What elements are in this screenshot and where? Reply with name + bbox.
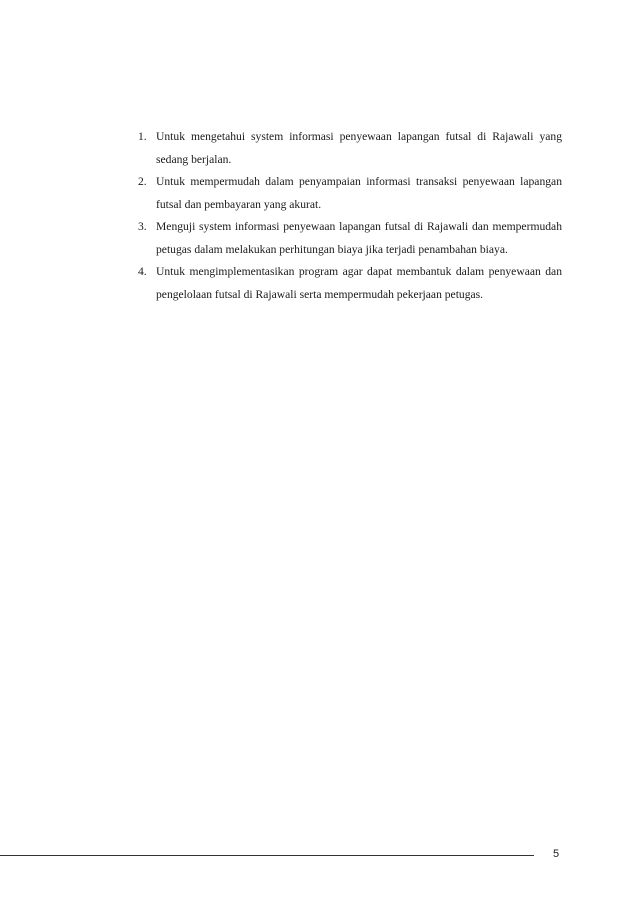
list-item — [138, 126, 562, 171]
list-item-number: 1. — [138, 130, 147, 143]
list-item — [138, 216, 562, 261]
list-item-text: Untuk mempermudah dalam penyampaian informasi transaksi penyewaan lapangan futsal dan pembayaran yang akurat. — [156, 175, 562, 211]
page-number: 5 — [553, 848, 560, 860]
footer-divider — [0, 855, 534, 856]
list-item-number: 3. — [138, 220, 147, 233]
list-item-number: 2. — [138, 175, 147, 188]
list-item-text: Untuk mengetahui system informasi penyewaan lapangan futsal di Rajawali yang sedang berjalan. — [156, 130, 562, 166]
list-item-text: Menguji system informasi penyewaan lapangan futsal di Rajawali dan mempermudah petugas dalam melakukan perhitungan biaya jika terjadi penambahan biaya. — [156, 220, 562, 256]
objectives-list — [138, 126, 562, 306]
list-item — [138, 171, 562, 216]
list-item-text: Untuk mengimplementasikan program agar dapat membantuk dalam penyewaan dan pengelolaan futsal di Rajawali serta mempermudah pekerjaan petugas. — [156, 265, 562, 301]
list-item — [138, 261, 562, 306]
list-item-number: 4. — [138, 265, 147, 278]
